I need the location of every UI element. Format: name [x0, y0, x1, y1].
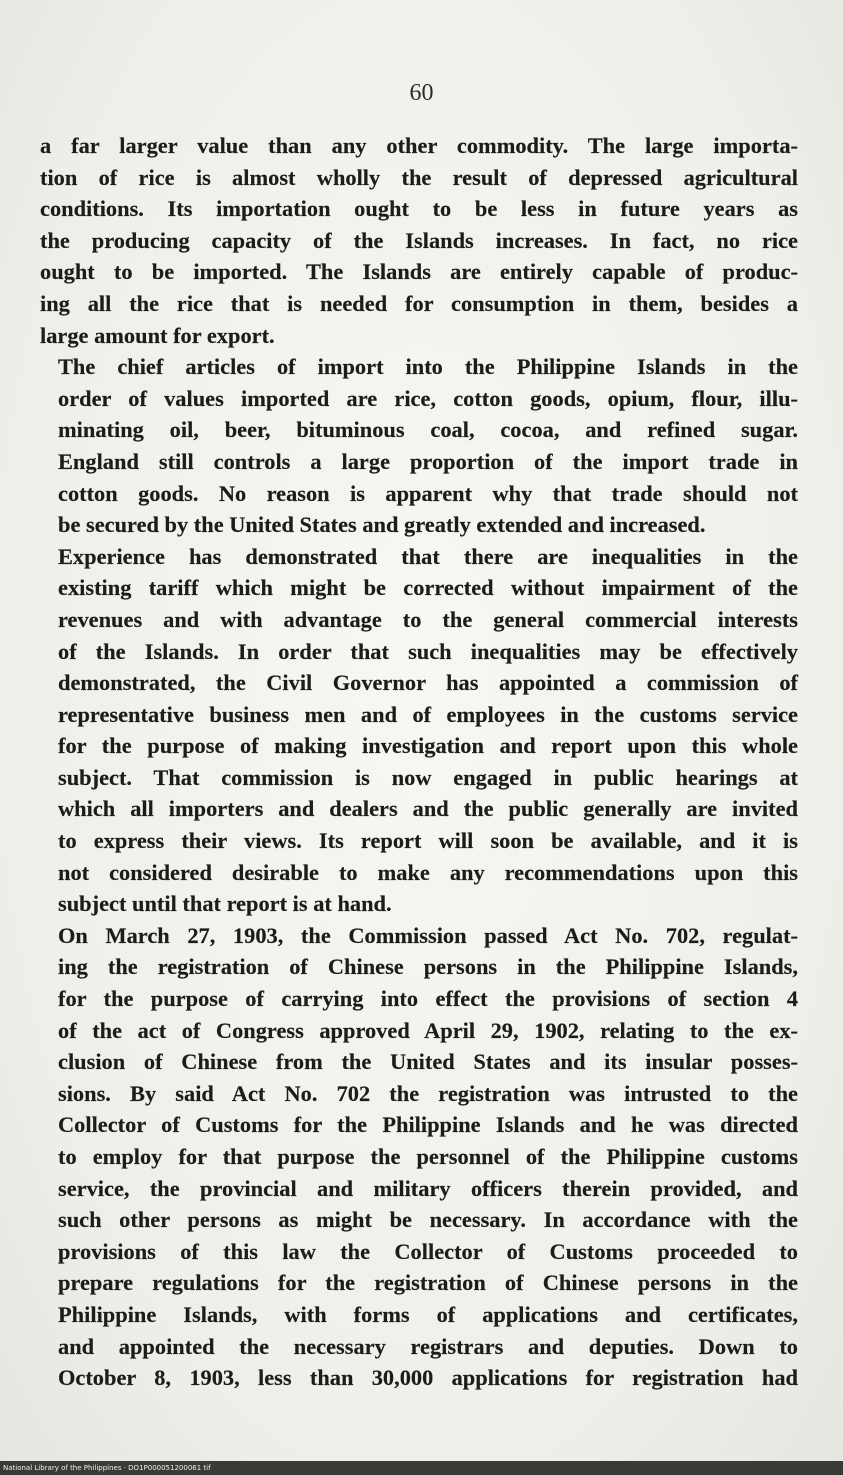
body-text — [40, 130, 798, 1394]
text-line: provisions of this law the Collector of Customs proceeded to — [58, 1238, 798, 1264]
text-line: clusion of Chinese from the United States and its insular posses- — [58, 1049, 798, 1075]
text-line: sions. By said Act No. 702 the registration was intrusted to the — [58, 1080, 798, 1106]
text-line: The chief articles of import into the Philippine Islands in the — [58, 354, 798, 380]
text-line: conditions. Its importation ought to be less in future years as — [40, 196, 798, 222]
scan-footer: National Library of the Philippines · DO1P000051200061 tif — [0, 1461, 843, 1475]
text-line: revenues and with advantage to the general commercial interests — [58, 606, 798, 632]
text-line: demonstrated, the Civil Governor has appointed a commission of — [58, 670, 798, 696]
text-line: to express their views. Its report will soon be available, and it is — [58, 828, 798, 854]
text-line: On March 27, 1903, the Commission passed Act No. 702, regulat- — [58, 922, 798, 948]
text-line: tion of rice is almost wholly the result of depressed agricultural — [40, 164, 798, 190]
text-line: October 8, 1903, less than 30,000 applications for registration had — [58, 1365, 798, 1391]
text-line: existing tariff which might be corrected without impairment of the — [58, 575, 798, 601]
paragraph — [40, 541, 798, 920]
text-line: for the purpose of making investigation and report upon this whole — [58, 733, 798, 759]
text-line: order of values imported are rice, cotton goods, opium, flour, illu- — [58, 385, 798, 411]
text-line: and appointed the necessary registrars and deputies. Down to — [58, 1333, 798, 1359]
text-line: not considered desirable to make any recommendations upon this — [58, 859, 798, 885]
paragraph — [40, 351, 798, 541]
text-line: ing the registration of Chinese persons in the Philippine Islands, — [58, 954, 798, 980]
paragraph — [40, 130, 798, 351]
text-line: a far larger value than any other commodity. The large importa- — [40, 133, 798, 158]
text-line: the producing capacity of the Islands increases. In fact, no rice — [40, 227, 798, 253]
page-number: 60 — [409, 80, 434, 106]
text-line: which all importers and dealers and the public generally are invited — [58, 796, 798, 822]
text-line: such other persons as might be necessary. In accordance with the — [58, 1207, 798, 1233]
text-line: representative business men and of employees in the customs service — [58, 701, 798, 727]
text-line: England still controls a large proportion of the import trade in — [58, 448, 798, 474]
text-line: of the act of Congress approved April 29, 1902, relating to the ex- — [58, 1017, 798, 1043]
text-line: subject. That commission is now engaged in public hearings at — [58, 764, 798, 790]
text-line: be secured by the United States and greatly extended and increased. — [58, 512, 706, 538]
text-line: ought to be imported. The Islands are entirely capable of produc- — [40, 259, 798, 285]
text-line: service, the provincial and military officers therein provided, and — [58, 1175, 798, 1201]
paragraph — [40, 920, 798, 1394]
text-line: minating oil, beer, bituminous coal, cocoa, and refined sugar. — [58, 417, 798, 443]
text-line: Philippine Islands, with forms of applications and certificates, — [58, 1301, 798, 1327]
text-line: to employ for that purpose the personnel of the Philippine customs — [58, 1144, 798, 1169]
text-line: for the purpose of carrying into effect the provisions of section 4 — [58, 986, 798, 1012]
text-line: Collector of Customs for the Philippine Islands and he was directed — [58, 1112, 798, 1138]
text-line: ing all the rice that is needed for consumption in them, besides a — [40, 290, 798, 316]
text-line: subject until that report is at hand. — [58, 891, 392, 917]
text-line: Experience has demonstrated that there are inequalities in the — [58, 543, 798, 569]
text-line: prepare regulations for the registration of Chinese persons in the — [58, 1270, 798, 1296]
text-line: large amount for export. — [40, 322, 275, 348]
text-line: of the Islands. In order that such inequalities may be effectively — [58, 638, 798, 664]
text-line: cotton goods. No reason is apparent why that trade should not — [58, 480, 798, 506]
